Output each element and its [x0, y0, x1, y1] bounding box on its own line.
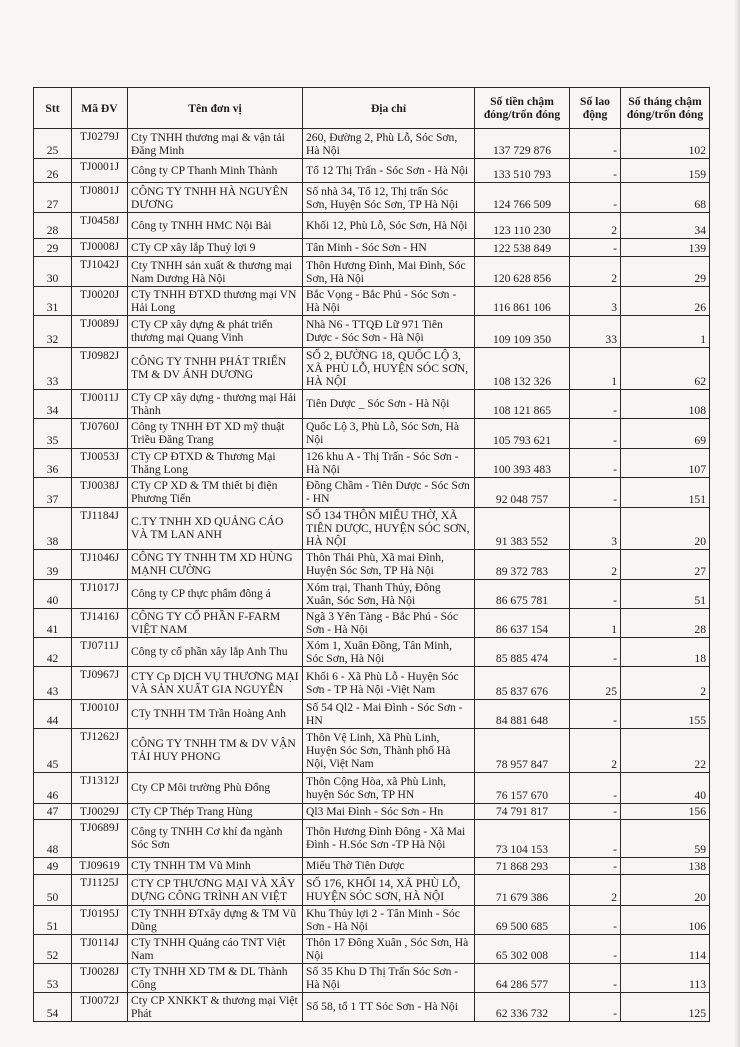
- row-labor: -: [570, 992, 621, 1021]
- row-address: Tổ 12 Thị Trấn - Sóc Sơn - Hà Nội: [303, 159, 475, 183]
- row-labor: 25: [570, 666, 621, 699]
- row-labor: -: [570, 159, 621, 183]
- row-labor: -: [570, 239, 621, 257]
- row-address: Ngã 3 Yên Tàng - Bắc Phú - Sóc Sơn - Hà Nội: [303, 608, 475, 637]
- row-name: CTy TNHH TM Vũ Minh: [128, 857, 303, 874]
- row-stt: 46: [34, 772, 72, 803]
- row-address: 126 khu A - Thị Trấn - Sóc Sơn - Hà Nội: [303, 448, 475, 477]
- row-address: Xóm 1, Xuân Đồng, Tân Minh, Sóc Sơn, Hà Nội: [303, 637, 475, 666]
- row-name: Cty CP Môi trường Phù Đổng: [128, 772, 303, 803]
- row-name: Công ty cổ phần xây lắp Anh Thu: [128, 637, 303, 666]
- row-labor: -: [570, 418, 621, 448]
- row-labor: -: [570, 803, 621, 819]
- row-stt: 48: [34, 819, 72, 857]
- row-code: TJ1184J: [72, 507, 128, 549]
- row-stt: 37: [34, 477, 72, 507]
- table-row: [34, 803, 710, 819]
- table-row: [34, 874, 710, 905]
- row-amount: 124 766 509: [475, 183, 570, 213]
- row-labor: 33: [570, 315, 621, 347]
- row-code: TJ0195J: [72, 905, 128, 934]
- row-address: Thôn Hương Đình, Mai Đình, Sóc Sơn, Hà Nội: [303, 257, 475, 287]
- row-amount: 116 861 106: [475, 287, 570, 316]
- row-name: CTy CP xây lắp Thuỷ lợi 9: [128, 239, 303, 257]
- row-months: 34: [621, 213, 710, 239]
- row-months: 68: [621, 183, 710, 213]
- header-labor: Số lao động: [570, 88, 621, 129]
- table-row: [34, 772, 710, 803]
- row-labor: 1: [570, 347, 621, 389]
- row-code: TJ1312J: [72, 772, 128, 803]
- row-amount: 108 121 865: [475, 389, 570, 418]
- row-months: 113: [621, 963, 710, 992]
- row-code: TJ0020J: [72, 287, 128, 316]
- row-code: TJ0089J: [72, 315, 128, 347]
- row-months: 151: [621, 477, 710, 507]
- row-code: TJ09619: [72, 857, 128, 874]
- row-name: CÔNG TY TNHH TM & DV VẬN TẢI HUY PHONG: [128, 728, 303, 772]
- row-name: CÔNG TY TNHH PHÁT TRIỂN TM & DV ÁNH DƯƠNG: [128, 347, 303, 389]
- row-name: Công ty TNHH Cơ khí đa ngành Sóc Sơn: [128, 819, 303, 857]
- row-amount: 100 393 483: [475, 448, 570, 477]
- row-address: Thôn Cộng Hòa, xã Phù Linh, huyện Sóc Sơn, TP HN: [303, 772, 475, 803]
- row-stt: 33: [34, 347, 72, 389]
- row-code: TJ0008J: [72, 239, 128, 257]
- header-name: Tên đơn vị: [128, 88, 303, 129]
- row-labor: -: [570, 699, 621, 728]
- row-code: TJ0982J: [72, 347, 128, 389]
- row-code: TJ0053J: [72, 448, 128, 477]
- row-labor: -: [570, 448, 621, 477]
- row-code: TJ0011J: [72, 389, 128, 418]
- row-labor: -: [570, 183, 621, 213]
- table-row: [34, 608, 710, 637]
- table-row: [34, 699, 710, 728]
- row-address: Số 58, tổ 1 TT Sóc Sơn - Hà Nội: [303, 992, 475, 1021]
- row-months: 114: [621, 934, 710, 963]
- row-amount: 84 881 648: [475, 699, 570, 728]
- row-labor: 2: [570, 874, 621, 905]
- row-code: TJ0029J: [72, 803, 128, 819]
- row-name: Công ty CP thực phẩm đông á: [128, 579, 303, 608]
- row-address: Khu Thủy lợi 2 - Tân Minh - Sóc Sơn - Hà Nội: [303, 905, 475, 934]
- row-labor: -: [570, 857, 621, 874]
- row-name: Cty TNHH thương mại & vận tải Đăng Minh: [128, 129, 303, 159]
- row-name: Công ty CP Thanh Minh Thành: [128, 159, 303, 183]
- row-code: TJ1262J: [72, 728, 128, 772]
- row-name: Công ty TNHH HMC Nội Bài: [128, 213, 303, 239]
- table-row: [34, 666, 710, 699]
- row-address: SỐ 134 THÔN MIẾU THỜ, XÃ TIÊN DƯỢC, HUYỆN SÓC SƠN, HÀ NỘI: [303, 507, 475, 549]
- row-amount: 71 868 293: [475, 857, 570, 874]
- row-months: 125: [621, 992, 710, 1021]
- table-row: [34, 389, 710, 418]
- row-name: CTy TNHH Quảng cáo TNT Việt Nam: [128, 934, 303, 963]
- row-stt: 27: [34, 183, 72, 213]
- row-address: Ql3 Mai Đình - Sóc Sơn - Hn: [303, 803, 475, 819]
- row-address: Khối 6 - Xã Phù Lỗ - Huyện Sóc Sơn - TP Hà Nội -Việt Nam: [303, 666, 475, 699]
- table-row: [34, 287, 710, 316]
- row-months: 1: [621, 315, 710, 347]
- table-row: [34, 213, 710, 239]
- row-stt: 40: [34, 579, 72, 608]
- row-stt: 54: [34, 992, 72, 1021]
- row-name: CÔNG TY TNHH TM XD HÙNG MẠNH CƯỜNG: [128, 549, 303, 579]
- row-name: CÔNG TY CỔ PHẦN F-FARM VIỆT NAM: [128, 608, 303, 637]
- row-amount: 69 500 685: [475, 905, 570, 934]
- row-months: 20: [621, 874, 710, 905]
- header-address: Địa chỉ: [303, 88, 475, 129]
- row-labor: 3: [570, 287, 621, 316]
- row-code: TJ0072J: [72, 992, 128, 1021]
- row-name: CTy CP xây dựng & phát triển thương mại Quang Vinh: [128, 315, 303, 347]
- row-code: TJ1416J: [72, 608, 128, 637]
- row-amount: 123 110 230: [475, 213, 570, 239]
- row-address: Số 54 Ql2 - Mai Đình - Sóc Sơn - HN: [303, 699, 475, 728]
- row-amount: 91 383 552: [475, 507, 570, 549]
- table-row: [34, 448, 710, 477]
- row-months: 2: [621, 666, 710, 699]
- row-amount: 108 132 326: [475, 347, 570, 389]
- row-stt: 41: [34, 608, 72, 637]
- row-labor: -: [570, 637, 621, 666]
- row-address: Thôn 17 Đông Xuân , Sóc Sơn, Hà Nội: [303, 934, 475, 963]
- row-stt: 43: [34, 666, 72, 699]
- row-code: TJ0038J: [72, 477, 128, 507]
- row-amount: 85 885 474: [475, 637, 570, 666]
- row-stt: 52: [34, 934, 72, 963]
- row-name: CTy CP ĐTXD & Thương Mại Thăng Long: [128, 448, 303, 477]
- row-months: 28: [621, 608, 710, 637]
- table-row: [34, 257, 710, 287]
- row-name: CÔNG TY TNHH HÀ NGUYÊN DƯƠNG: [128, 183, 303, 213]
- row-labor: 1: [570, 608, 621, 637]
- row-code: TJ1017J: [72, 579, 128, 608]
- header-amount: Số tiền chậm đóng/trốn đóng: [475, 88, 570, 129]
- row-stt: 44: [34, 699, 72, 728]
- row-amount: 105 793 621: [475, 418, 570, 448]
- row-stt: 49: [34, 857, 72, 874]
- row-code: TJ0114J: [72, 934, 128, 963]
- row-address: Xóm trại, Thanh Thủy, Đông Xuân, Sóc Sơn, Hà Nội: [303, 579, 475, 608]
- row-address: Quốc Lộ 3, Phù Lỗ, Sóc Sơn, Hà Nội: [303, 418, 475, 448]
- row-amount: 71 679 386: [475, 874, 570, 905]
- row-amount: 85 837 676: [475, 666, 570, 699]
- row-stt: 29: [34, 239, 72, 257]
- row-months: 62: [621, 347, 710, 389]
- row-code: TJ0279J: [72, 129, 128, 159]
- row-stt: 38: [34, 507, 72, 549]
- row-amount: 62 336 732: [475, 992, 570, 1021]
- row-code: TJ0760J: [72, 418, 128, 448]
- row-address: Khối 12, Phù Lỗ, Sóc Sơn, Hà Nội: [303, 213, 475, 239]
- row-name: CTy CP xây dựng - thương mại Hải Thành: [128, 389, 303, 418]
- row-months: 29: [621, 257, 710, 287]
- debt-table: [33, 87, 710, 1022]
- row-months: 22: [621, 728, 710, 772]
- table-row: [34, 418, 710, 448]
- row-stt: 28: [34, 213, 72, 239]
- header-code: Mã ĐV: [72, 88, 128, 129]
- table-row: [34, 183, 710, 213]
- row-name: CTY CP THƯƠNG MẠI VÀ XÂY DỰNG CÔNG TRÌNH AN VIỆT: [128, 874, 303, 905]
- row-code: TJ0711J: [72, 637, 128, 666]
- row-months: 138: [621, 857, 710, 874]
- table-row: [34, 857, 710, 874]
- row-stt: 35: [34, 418, 72, 448]
- row-labor: -: [570, 477, 621, 507]
- table-row: [34, 579, 710, 608]
- header-stt: Stt: [34, 88, 72, 129]
- row-months: 159: [621, 159, 710, 183]
- row-labor: -: [570, 819, 621, 857]
- table-row: [34, 728, 710, 772]
- table-row: [34, 637, 710, 666]
- header-row: [34, 88, 710, 129]
- row-amount: 137 729 876: [475, 129, 570, 159]
- row-labor: -: [570, 963, 621, 992]
- row-address: Thôn Vệ Linh, Xã Phù Linh, Huyện Sóc Sơn, Thành phố Hà Nội, Việt Nam: [303, 728, 475, 772]
- row-labor: -: [570, 905, 621, 934]
- row-labor: -: [570, 772, 621, 803]
- row-name: CTy CP Thép Trang Hùng: [128, 803, 303, 819]
- row-amount: 73 104 153: [475, 819, 570, 857]
- row-name: Cty CP XNKKT & thương mại Việt Phát: [128, 992, 303, 1021]
- row-stt: 36: [34, 448, 72, 477]
- row-code: TJ0001J: [72, 159, 128, 183]
- table-row: [34, 477, 710, 507]
- row-stt: 30: [34, 257, 72, 287]
- row-months: 107: [621, 448, 710, 477]
- row-address: Tiên Dược _ Sóc Sơn - Hà Nội: [303, 389, 475, 418]
- row-address: Đồng Chầm - Tiên Dược - Sóc Sơn - HN: [303, 477, 475, 507]
- row-address: Số 35 Khu D Thị Trấn Sóc Sơn - Hà Nội: [303, 963, 475, 992]
- row-amount: 86 637 154: [475, 608, 570, 637]
- row-name: C.TY TNHH XD QUẢNG CÁO VÀ TM LAN ANH: [128, 507, 303, 549]
- row-stt: 42: [34, 637, 72, 666]
- row-stt: 31: [34, 287, 72, 316]
- table-row: [34, 159, 710, 183]
- row-code: TJ0689J: [72, 819, 128, 857]
- row-stt: 47: [34, 803, 72, 819]
- row-address: Nhà N6 - TTQĐ Lữ 971 Tiên Dược - Sóc Sơn - Hà Nội: [303, 315, 475, 347]
- row-amount: 133 510 793: [475, 159, 570, 183]
- row-amount: 120 628 856: [475, 257, 570, 287]
- row-address: Thôn Thái Phù, Xã mai Đình, Huyện Sóc Sơn, TP Hà Nội: [303, 549, 475, 579]
- row-name: Công ty TNHH ĐT XD mỹ thuật Triều Đăng Trang: [128, 418, 303, 448]
- row-code: TJ0028J: [72, 963, 128, 992]
- row-stt: 32: [34, 315, 72, 347]
- page-edge-shadow: [734, 0, 740, 1047]
- row-labor: -: [570, 129, 621, 159]
- row-amount: 92 048 757: [475, 477, 570, 507]
- row-months: 155: [621, 699, 710, 728]
- row-address: Thôn Hương Đình Đông - Xã Mai Đình - H.Sóc Sơn -TP Hà Nội: [303, 819, 475, 857]
- row-labor: -: [570, 389, 621, 418]
- row-labor: 3: [570, 507, 621, 549]
- row-address: SỐ 2, ĐƯỜNG 18, QUỐC LỘ 3, XÃ PHÙ LỖ, HUYỆN SÓC SƠN, HÀ NỘI: [303, 347, 475, 389]
- row-code: TJ0967J: [72, 666, 128, 699]
- row-amount: 89 372 783: [475, 549, 570, 579]
- row-address: SỐ 176, KHỐI 14, XÃ PHÙ LỖ, HUYỆN SÓC SƠN, HÀ NỘI: [303, 874, 475, 905]
- row-months: 69: [621, 418, 710, 448]
- row-code: TJ0010J: [72, 699, 128, 728]
- row-code: TJ1042J: [72, 257, 128, 287]
- table-row: [34, 819, 710, 857]
- row-stt: 51: [34, 905, 72, 934]
- row-code: TJ1125J: [72, 874, 128, 905]
- row-name: CTY Cp DỊCH VỤ THƯƠNG MẠI VÀ SẢN XUẤT GIA NGUYỄN: [128, 666, 303, 699]
- row-stt: 45: [34, 728, 72, 772]
- table-row: [34, 934, 710, 963]
- table-row: [34, 347, 710, 389]
- row-address: Số nhà 34, Tổ 12, Thị trấn Sóc Sơn, Huyện Sóc Sơn, TP Hà Nội: [303, 183, 475, 213]
- row-amount: 78 957 847: [475, 728, 570, 772]
- row-months: 59: [621, 819, 710, 857]
- row-address: Tân Minh - Sóc Sơn - HN: [303, 239, 475, 257]
- row-months: 18: [621, 637, 710, 666]
- row-name: CTy TNHH XD TM & DL Thành Công: [128, 963, 303, 992]
- table-row: [34, 549, 710, 579]
- row-months: 102: [621, 129, 710, 159]
- row-labor: -: [570, 934, 621, 963]
- row-code: TJ1046J: [72, 549, 128, 579]
- table-header: [34, 88, 710, 129]
- row-name: CTy CP XD & TM thiết bị điện Phương Tiến: [128, 477, 303, 507]
- row-labor: 2: [570, 549, 621, 579]
- row-months: 27: [621, 549, 710, 579]
- row-labor: -: [570, 579, 621, 608]
- table-row: [34, 992, 710, 1021]
- row-address: Miếu Thờ Tiên Dược: [303, 857, 475, 874]
- row-code: TJ0458J: [72, 213, 128, 239]
- row-name: CTy TNHH TM Trần Hoàng Anh: [128, 699, 303, 728]
- row-labor: 2: [570, 213, 621, 239]
- row-months: 40: [621, 772, 710, 803]
- row-amount: 86 675 781: [475, 579, 570, 608]
- table-row: [34, 315, 710, 347]
- row-labor: 2: [570, 728, 621, 772]
- row-stt: 34: [34, 389, 72, 418]
- row-amount: 122 538 849: [475, 239, 570, 257]
- row-months: 108: [621, 389, 710, 418]
- table-row: [34, 905, 710, 934]
- row-address: Bắc Vọng - Bắc Phú - Sóc Sơn - Hà Nội: [303, 287, 475, 316]
- table-body: [34, 129, 710, 1022]
- row-months: 20: [621, 507, 710, 549]
- row-address: 260, Đường 2, Phù Lỗ, Sóc Sơn, Hà Nội: [303, 129, 475, 159]
- row-stt: 53: [34, 963, 72, 992]
- row-name: Cty TNHH sản xuất & thương mại Nam Dương Hà Nội: [128, 257, 303, 287]
- row-stt: 50: [34, 874, 72, 905]
- row-amount: 74 791 817: [475, 803, 570, 819]
- row-code: TJ0801J: [72, 183, 128, 213]
- row-amount: 76 157 670: [475, 772, 570, 803]
- row-months: 139: [621, 239, 710, 257]
- row-stt: 25: [34, 129, 72, 159]
- row-stt: 26: [34, 159, 72, 183]
- row-months: 106: [621, 905, 710, 934]
- row-amount: 64 286 577: [475, 963, 570, 992]
- row-name: CTy TNHH ĐTXD thương mại VN Hải Long: [128, 287, 303, 316]
- table-row: [34, 129, 710, 159]
- row-stt: 39: [34, 549, 72, 579]
- row-months: 156: [621, 803, 710, 819]
- table-row: [34, 239, 710, 257]
- header-months: Số tháng chậm đóng/trốn đóng: [621, 88, 710, 129]
- row-name: CTy TNHH ĐTxây dựng & TM Vũ Dũng: [128, 905, 303, 934]
- row-months: 51: [621, 579, 710, 608]
- table-row: [34, 963, 710, 992]
- row-labor: 2: [570, 257, 621, 287]
- table-row: [34, 507, 710, 549]
- row-amount: 65 302 008: [475, 934, 570, 963]
- row-amount: 109 109 350: [475, 315, 570, 347]
- row-months: 26: [621, 287, 710, 316]
